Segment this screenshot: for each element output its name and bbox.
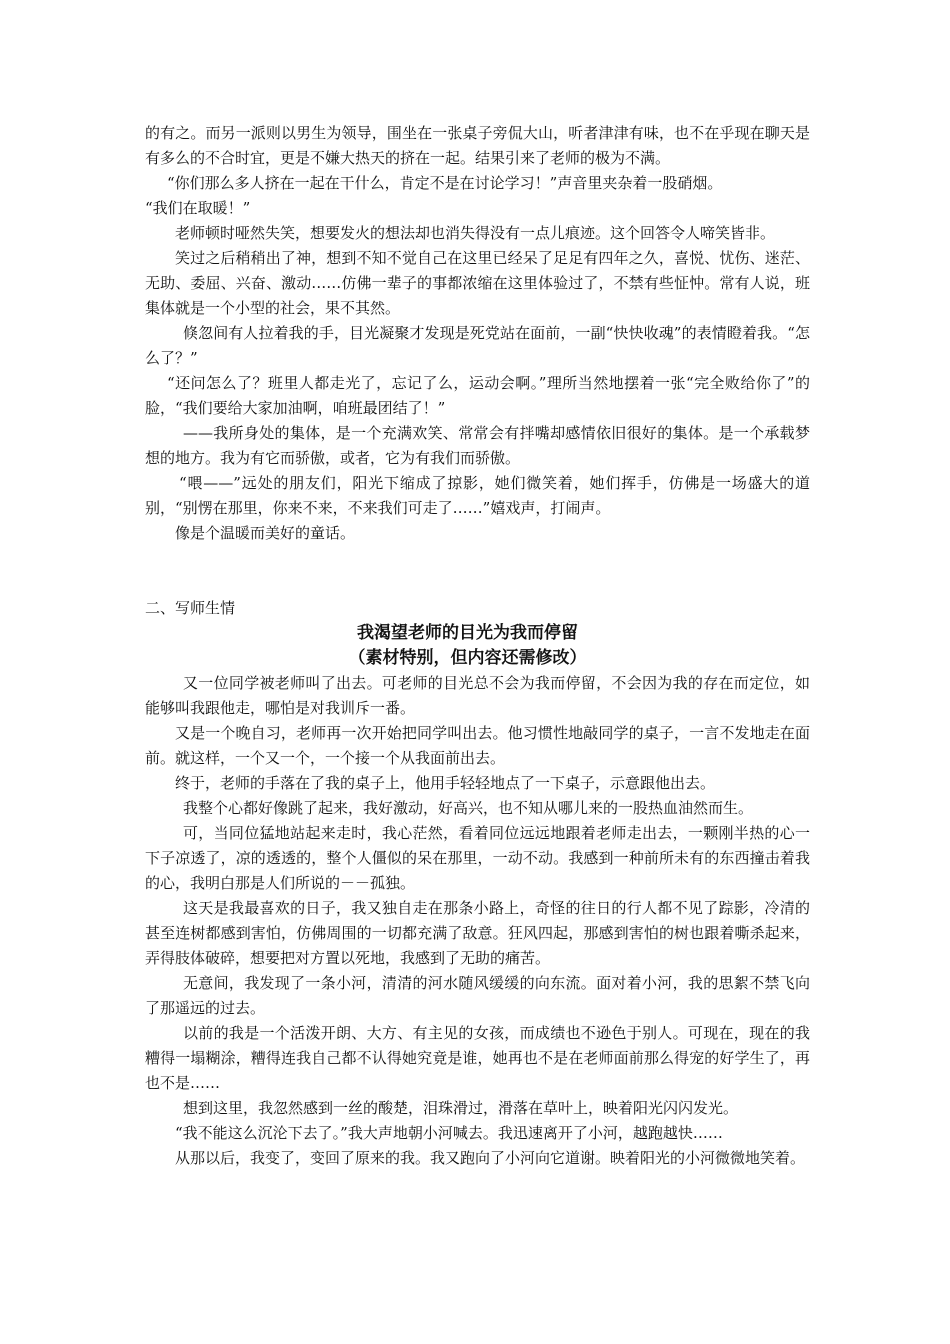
essay-title: 我渴望老师的目光为我而停留	[357, 623, 578, 643]
paragraph: 笑过之后稍稍出了神，想到不知不觉自己在这里已经呆了足足有四年之久，喜悦、忧伤、迷茫、无助、委屈、兴奋、激动……仿佛一辈子的事都浓缩在这里体验过了，不禁有些怔忡。常有人说，班集体就是一个小型的社会，果不其然。	[145, 249, 810, 317]
paragraph: “你们那么多人挤在一起在干什么，肯定不是在讨论学习！”声音里夹杂着一股硝烟。	[167, 174, 723, 192]
paragraph: 以前的我是一个活泼开朗、大方、有主见的女孩，而成绩也不逊色于别人。可现在，现在的我糟得一塌糊涂，糟得连我自己都不认得她究竟是谁，她再也不是在老师面前那么得宠的好学生了，再也不是……	[145, 1024, 810, 1092]
paragraph: 终于，老师的手落在了我的桌子上，他用手轻轻地点了一下桌子，示意跟他出去。	[175, 774, 716, 792]
essay-subtitle: （素材特别，但内容还需修改）	[348, 648, 587, 668]
paragraph: “我们在取暖！”	[145, 199, 251, 217]
paragraph: 无意间，我发现了一条小河，清清的河水随风缓缓的向东流。面对着小河，我的思絮不禁飞向了那遥远的过去。	[145, 974, 810, 1017]
paragraph: 我整个心都好像跳了起来，我好激动，好高兴，也不知从哪儿来的一股热血油然而生。	[183, 799, 754, 817]
paragraph: 想到这里，我忽然感到一丝的酸楚，泪珠滑过，滑落在草叶上，映着阳光闪闪发光。	[183, 1099, 739, 1117]
document-page	[145, 121, 810, 1171]
paragraph: 这天是我最喜欢的日子，我又独自走在那条小路上，奇怪的往日的行人都不见了踪影，冷清的甚至连树都感到害怕，仿佛周围的一切都充满了敌意。狂风四起，那感到害怕的树也跟着嘶杀起来，弄得肢体破碎，想要把对方置以死地，我感到了无助的痛苦。	[145, 899, 810, 967]
section-label: 二、写师生情	[145, 599, 236, 617]
paragraph: 像是个温暖而美好的童话。	[175, 524, 356, 542]
paragraph: 从那以后，我变了，变回了原来的我。我又跑向了小河向它道谢。映着阳光的小河微微地笑着。	[175, 1149, 806, 1167]
paragraph: 倏忽间有人拉着我的手，目光凝聚才发现是死党站在面前，一副“快快收魂”的表情瞪着我。“怎么了？”	[145, 324, 810, 367]
paragraph: 的有之。而另一派则以男生为领导，围坐在一张桌子旁侃大山，听者津津有味，也不在乎现在聊天是有多么的不合时宜，更是不嫌大热天的挤在一起。结果引来了老师的极为不满。	[145, 124, 810, 167]
paragraph: “喂——”远处的朋友们，阳光下缩成了掠影，她们微笑着，她们挥手，仿佛是一场盛大的道别，“别愣在那里，你来不来，不来我们可走了……”嬉戏声，打闹声。	[145, 474, 810, 517]
paragraph: 可，当同位猛地站起来走时，我心茫然，看着同位远远地跟着老师走出去，一颗刚半热的心一下子凉透了，凉的透透的，整个人僵似的呆在那里，一动不动。我感到一种前所未有的东西撞击着我的心，我明白那是人们所说的－－孤独。	[145, 824, 810, 892]
paragraph: 老师顿时哑然失笑，想要发火的想法却也消失得没有一点儿痕迹。这个回答令人啼笑皆非。	[175, 224, 776, 242]
paragraph: “还问怎么了？班里人都走光了，忘记了么，运动会啊。”理所当然地摆着一张“完全败给你了”的脸，“我们要给大家加油啊，咱班最团结了！”	[145, 374, 810, 417]
paragraph: 又一位同学被老师叫了出去。可老师的目光总不会为我而停留，不会因为我的存在而定位，如能够叫我跟他走，哪怕是对我训斥一番。	[145, 674, 810, 717]
section-gap	[145, 546, 810, 596]
paragraph: ——我所身处的集体，是一个充满欢笑、常常会有拌嘴却感情依旧很好的集体。是一个承载梦想的地方。我为有它而骄傲，或者，它为有我们而骄傲。	[145, 424, 810, 467]
paragraph: “我不能这么沉沦下去了。”我大声地朝小河喊去。我迅速离开了小河，越跑越快……	[175, 1124, 723, 1142]
paragraph: 又是一个晚自习，老师再一次开始把同学叫出去。他习惯性地敲同学的桌子，一言不发地走在面前。就这样，一个又一个，一个接一个从我面前出去。	[145, 724, 810, 767]
